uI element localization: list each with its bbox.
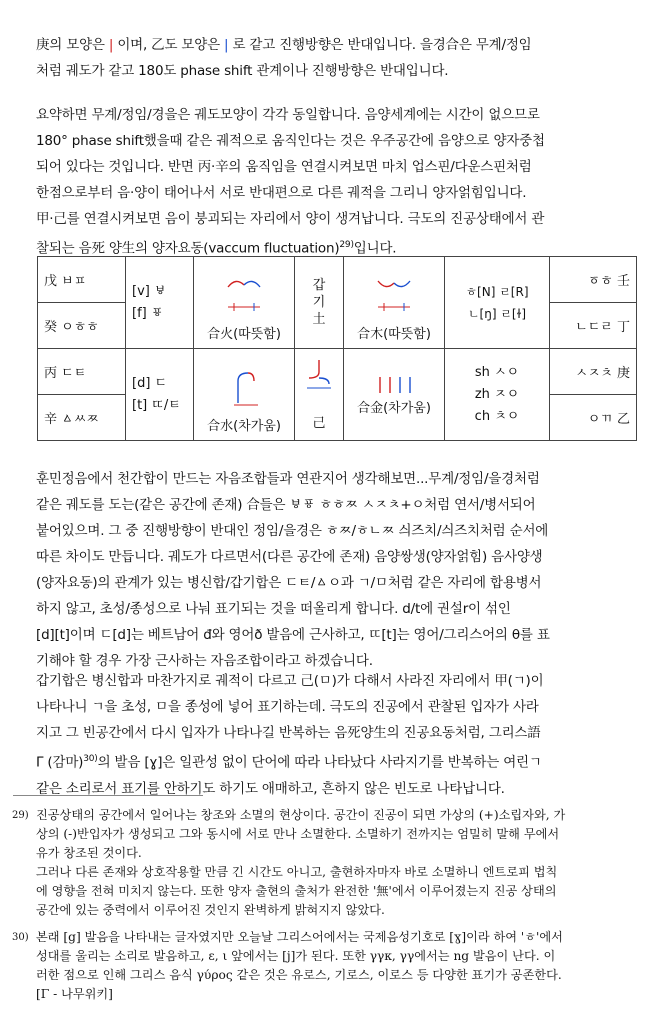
- p4-line-1: 갑기합은 병신합과 마찬가지로 궤적이 다르고 己(ㅁ)가 다해서 사라진 자리에서 甲(ㄱ)이: [36, 673, 544, 689]
- cheongan-table: [37, 256, 637, 441]
- cell-sh-zh-ch: sh ㅅㅇ zh ㅈㅇ ch ㅊㅇ: [445, 349, 550, 441]
- cell-mu: 戊 ㅂㅍ: [38, 257, 126, 303]
- fire-orbit-icon: [214, 273, 274, 323]
- footnote-separator: [13, 795, 203, 796]
- p3-line-2: 같은 궤도를 도는(같은 공간에 존재) 合들은 ㅸㆄ ㅎㅎㅉ ㅅㅈㅊ+ㅇ처럼 연서/병서되어: [36, 497, 536, 513]
- source-link[interactable]: [Γ - 나무위키]: [36, 987, 113, 1001]
- p2-line-4: 한점으로부터 음·양이 태어나서 서로 반대편으로 다른 궤적을 그리니 양자얽힘입니다.: [36, 185, 527, 201]
- p3-line-3: 붙어있으며. 그 중 진행방향이 반대인 정임/을경은 ㅎㅉ/ㅎㄴㅉ 싀즈치/싀즈치처럼 순서에: [36, 523, 549, 539]
- collapse-orbit-icon: [305, 358, 333, 398]
- p2-line-6: 찰되는 음死 양生의 양자요동(vaccum fluctuation)$^{29)}$입니다.: [36, 240, 397, 257]
- wood-orbit-icon: [364, 273, 424, 323]
- water-orbit-icon: [214, 365, 274, 415]
- cell-gye: 癸 ㅇㅎㅎ: [38, 303, 126, 349]
- cell-hapmok: 合木(따뜻함): [344, 257, 445, 349]
- cell-hapsu: 合水(차가움): [194, 349, 295, 441]
- cell-n-r: ㅎ[N] ㄹ[R] ㄴ[ŋ] ㄹ[ɫ]: [445, 257, 550, 349]
- p1-text-c: 로 같고 진행방향은 반대입니다. 을경合은 무계/정임: [232, 37, 532, 53]
- p3-line-8: 기해야 할 경우 가장 근사하는 자음조합이라고 하겠습니다.: [36, 653, 373, 669]
- p2-line-5: 甲·己를 연결시켜보면 음이 붕괴되는 자리에서 양이 생겨납니다. 극도의 진공상태에서 관: [36, 211, 545, 227]
- cell-d-t: [d] ㄷ [t] ㄸ/ㅌ: [126, 349, 194, 441]
- footnote-ref-30[interactable]: 30): [83, 754, 98, 764]
- footnote-number: 29): [12, 810, 29, 821]
- cell-gyeong: ㅅㅈㅊ 庚: [550, 349, 637, 395]
- p3-line-7: [d][t]이며 ㄷ[d]는 베트남어 đ와 영어ð 발음에 근사하고, ㄸ[t]는 영어/그리스어의 θ를 표: [36, 627, 550, 643]
- cell-gi: 己: [295, 349, 344, 441]
- cell-im: ㆆㅎ 壬: [550, 257, 637, 303]
- paragraph-1: [36, 32, 636, 84]
- p1-line-2: 처럼 궤도가 같고 180도 phase shift 관계이나 진행방향은 반대입니다.: [36, 63, 449, 79]
- paragraph-3: [36, 466, 636, 674]
- blue-stroke-glyph: |: [224, 37, 233, 53]
- cell-hapgeum: 合金(차가움): [344, 349, 445, 441]
- footnote-29: 29) 진공상태의 공간에서 일어나는 창조와 소멸의 현상이다. 공간이 진공이 되면 가상의 (+)소립자와, 가 상의 (-)반입자가 생성되고 그와 동시에 서로 만나 소멸한다. 소멸하기 전까지는 엄밀히 말해 무에서 유가 창조된 것이다. 그러나 다른 존재와 상호작용할 만큼 긴 시간도 아니고, 출현하자마자 바로 소멸하니 엔트로피 법칙 에 영향을 전혀 미치지 않는다. 또한 양자 출현의 출처가 완전한 '無'에서 이루어졌는지 진공 상태의 공간에 있는 중력에서 이루어진 것인지 완벽하게 밝혀지지 않았다.: [12, 808, 566, 917]
- p4-line-5: 같은 소리로서 표기를 안하기도 하기도 애매하고, 흔하지 않은 빈도로 나타납니다.: [36, 780, 505, 797]
- cell-eul: ㅇㄲ 乙: [550, 395, 637, 441]
- p3-line-5: (양자요동)의 관계가 있는 병신합/갑기합은 ㄷㅌ/ㅿㅇ과 ㄱ/ㅁ처럼 같은 자리에 합용병서: [36, 575, 542, 591]
- footnote-30: 30) 본래 [g] 발음을 나타내는 글자였지만 오늘날 그리스어에서는 국제음성기호로 [ɣ]이라 하여 'ㅎ'에서 성대를 울리는 소리로 발음하고, ε, ι 앞에서는 [j]가 된다. 또한 γγκ, γγ에서는 ng 발음이 난다. 이 러한 점으로 인해 그리스 음식 γύρος 같은 것은 유로스, 기로스, 이로스 등 다양한 표기가 공존한다. [Γ - 나무위키]: [36, 928, 648, 1004]
- p1-text-b: 이며, 乙도 모양은: [117, 37, 225, 53]
- cell-hapwha: 合火(따뜻함): [194, 257, 295, 349]
- p4-line-4: Γ (감마)$^{30)}$의 발음 [ɣ]은 일관성 없이 단어에 따라 나타났다 사라지기를 반복하는 여린ㄱ: [36, 754, 542, 771]
- p4-line-2: 나타나니 ㄱ을 초성, ㅁ을 종성에 넣어 표기하는데. 극도의 진공에서 관찰된 입자가 사라: [36, 699, 539, 715]
- p2-line-1: 요약하면 무계/정임/경을은 궤도모양이 각각 동일합니다. 음양세계에는 시간이 없으므로: [36, 107, 540, 123]
- paragraph-4: [36, 668, 636, 802]
- footnote-number: 30): [12, 932, 29, 943]
- p1-text-a: 庚의 모양은: [36, 37, 109, 53]
- footnote-ref-29[interactable]: 29): [339, 240, 354, 250]
- p3-line-1: 훈민정음에서 천간합이 만드는 자음조합들과 연관지어 생각해보면...무계/정임/을경처럼: [36, 471, 540, 487]
- cell-sin: 辛 ㅿㅆㅉ: [38, 395, 126, 441]
- p3-line-6: 하지 않고, 초성/종성으로 나눠 표기되는 것을 떠올리게 합니다. d/t에 권설r이 섞인: [36, 601, 511, 617]
- p3-line-4: 따른 차이도 만듭니다. 궤도가 다르면서(다른 공간에 존재) 음양쌍생(양자얽힘) 음사양생: [36, 549, 543, 565]
- cell-jeong: ㄴㄷㄹ 丁: [550, 303, 637, 349]
- red-stroke-glyph: |: [108, 37, 118, 53]
- cell-gapgi: 갑 기 土: [295, 257, 344, 349]
- cell-byeong: 丙 ㄷㅌ: [38, 349, 126, 395]
- p4-line-3: 지고 그 빈공간에서 다시 입자가 나타나길 반복하는 음死양生의 진공요동처럼, 그리스語: [36, 725, 541, 741]
- cell-v-f: [v] ㅸ [f] ㆄ: [126, 257, 194, 349]
- metal-orbit-icon: [364, 373, 424, 397]
- paragraph-2: [36, 102, 636, 262]
- p2-line-3: 되어 있다는 것입니다. 반면 丙·辛의 움직임을 연결시켜보면 마치 업스핀/다운스핀처럼: [36, 159, 532, 175]
- p2-line-2: 180° phase shift했을때 같은 궤적으로 움직인다는 것은 우주공간에 음양으로 양자중첩: [36, 133, 545, 149]
